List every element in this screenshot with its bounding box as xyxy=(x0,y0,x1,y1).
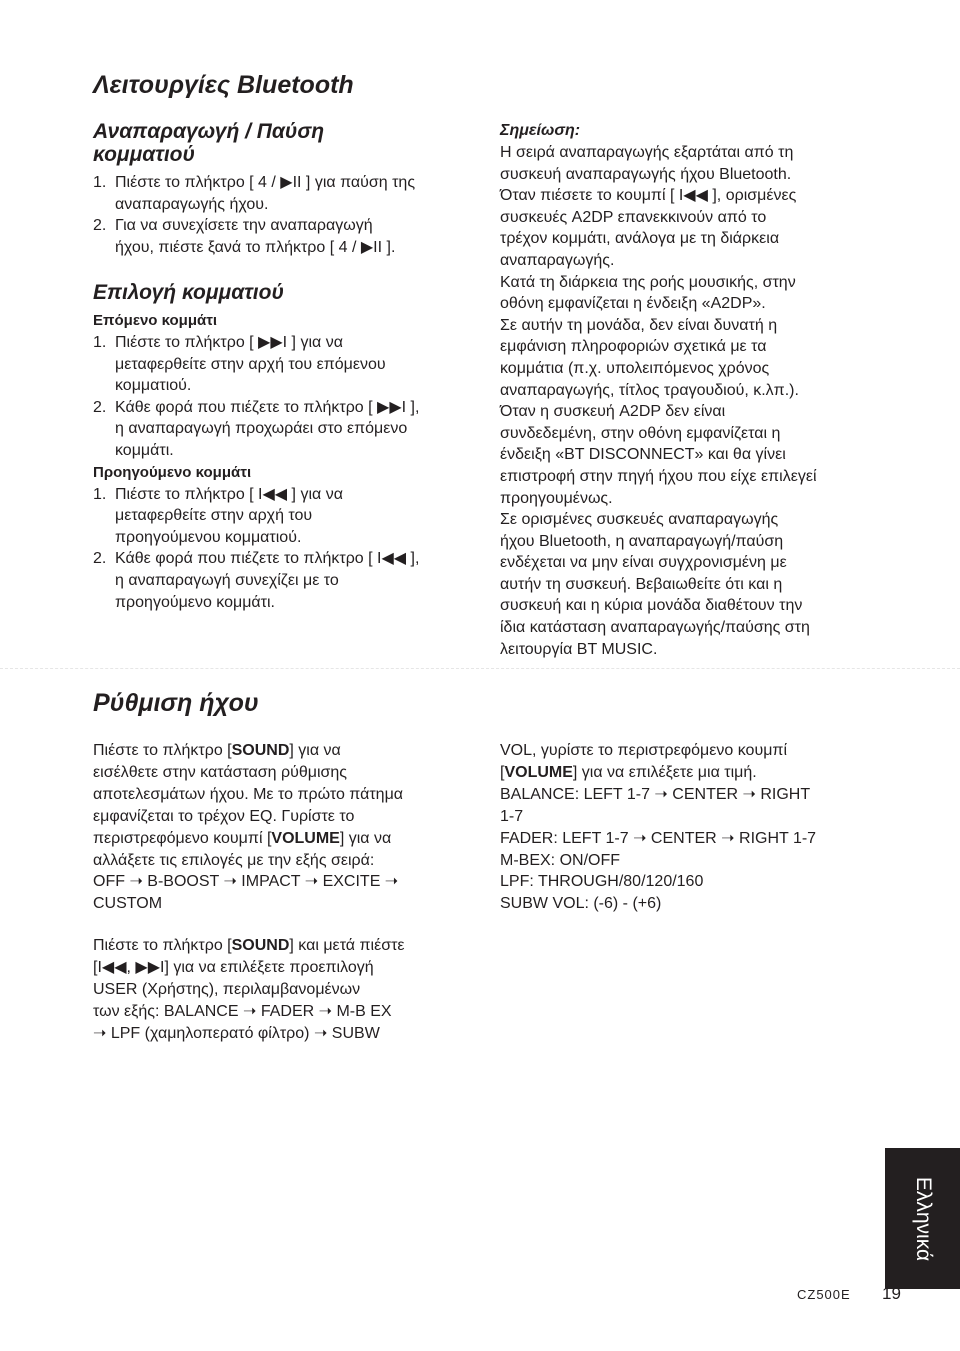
sound-line: VOL, γυρίστε το περιστρεφόμενο κουμπί xyxy=(500,742,788,759)
step-text: η αναπαραγωγή συνεχίζει με το xyxy=(115,571,339,589)
list-item xyxy=(93,397,473,462)
text-part: ] και μετά πιέστε xyxy=(289,937,405,954)
note-line: αναπαραγωγής, τίτλος τραγουδιού, κ.λπ.). xyxy=(500,381,799,399)
step-text: κομματιού. xyxy=(115,377,192,395)
note-line: ήχου Bluetooth, η αναπαραγωγή/παύση xyxy=(500,532,784,550)
text-part: Πιέστε το πλήκτρο [ xyxy=(93,742,232,759)
note-line: Όταν η συσκευή A2DP δεν είναι xyxy=(500,403,726,421)
sound-line: M-BEX: ON/OFF xyxy=(500,851,620,869)
step-text: κομμάτι. xyxy=(115,441,174,459)
prev-track-steps xyxy=(93,484,473,614)
track-select-section xyxy=(93,281,473,613)
sound-line: USER (Χρήστης), περιλαμβανομένων xyxy=(93,980,361,998)
list-item xyxy=(93,548,473,613)
note-section xyxy=(500,120,900,660)
play-pause-title-line2: κομματιού xyxy=(93,143,195,166)
step-number: 1. xyxy=(93,174,107,191)
note-line: τρέχον κομμάτι, ανάλογα με τη διάρκεια xyxy=(500,230,780,248)
volume-key-label: VOLUME xyxy=(271,829,340,847)
note-line: εμφάνιση πληροφοριών σχετικά με τα xyxy=(500,338,767,356)
note-line: Κατά τη διάρκεια της ροής μουσικής, στην xyxy=(500,273,796,291)
note-line: λειτουργία BT MUSIC. xyxy=(500,640,658,658)
sound-key-label: SOUND xyxy=(231,937,290,954)
step-text: προηγούμενο κομμάτι. xyxy=(115,593,275,611)
note-line: προηγουμένως. xyxy=(500,489,613,507)
language-tab xyxy=(885,1148,960,1289)
step-text: προηγούμενου κομματιού. xyxy=(115,528,302,546)
sound-line: LPF: THROUGH/80/120/160 xyxy=(500,873,704,891)
note-line: Σε ορισμένες συσκευές αναπαραγωγής xyxy=(500,511,779,529)
note-line: ενδέχεται να μην είναι συγχρονισμένη με xyxy=(500,554,787,572)
note-line: αυτήν τη συσκευή. Βεβαιωθείτε ότι και η xyxy=(500,575,783,593)
sound-line xyxy=(93,935,483,957)
step-number: 1. xyxy=(93,485,107,503)
note-body xyxy=(500,142,900,660)
sound-title: Ρύθμιση ήχου xyxy=(93,689,259,717)
step-text: Κάθε φορά που πιέζετε το πλήκτρο [ I◀◀ ], xyxy=(115,550,420,568)
step-text: Κάθε φορά που πιέζετε το πλήκτρο [ ▶▶I ], xyxy=(115,398,420,416)
text-part: [ xyxy=(500,763,505,781)
sound-line: αλλάξετε τις επιλογές με την εξής σειρά: xyxy=(93,851,375,869)
note-line: συσκευές A2DP επανεκκινούν από το xyxy=(500,208,767,226)
list-item xyxy=(93,172,473,215)
sound-line xyxy=(93,828,473,850)
step-number: 2. xyxy=(93,217,107,235)
page-title: Λειτουργίες Bluetooth xyxy=(93,71,354,99)
note-line: κομμάτια (π.χ. υπολειπόμενος χρόνος xyxy=(500,359,770,377)
step-number: 2. xyxy=(93,550,107,568)
text-part: Πιέστε το πλήκτρο [ xyxy=(93,937,232,954)
list-item xyxy=(93,215,473,258)
play-pause-steps xyxy=(93,172,473,258)
sound-line: των εξής: BALANCE ➝ FADER ➝ M-B EX xyxy=(93,1002,392,1020)
step-text: μεταφερθείτε στην αρχή του xyxy=(115,507,313,525)
language-tab-label: Ελληνικά xyxy=(911,1176,935,1261)
step-text: ήχου, πιέστε ξανά το πλήκτρο [ 4 / ▶II ]. xyxy=(115,238,396,256)
play-pause-title-line1: Αναπαραγωγή / Παύση xyxy=(93,120,325,143)
note-line: ένδειξη «BT DISCONNECT» και θα γίνει xyxy=(500,446,786,464)
footer-model: CZ500E xyxy=(797,1287,851,1302)
sound-line: εισέλθετε στην κατάσταση ρύθμισης xyxy=(93,763,348,781)
sound-key-label: SOUND xyxy=(231,742,290,759)
next-track-steps xyxy=(93,332,473,462)
sound-line xyxy=(500,762,900,784)
note-line: ίδια κατάσταση αναπαραγωγής/παύσης στη xyxy=(500,619,810,637)
note-line: συσκευή και η κύρια μονάδα διαθέτουν την xyxy=(500,597,803,615)
note-line: Όταν πιέσετε το κουμπί [ I◀◀ ], ορισμένες xyxy=(500,187,797,205)
next-track-subtitle: Επόμενο κομμάτι xyxy=(93,312,218,329)
step-text: μεταφερθείτε στην αρχή του επόμενου xyxy=(115,355,386,373)
step-number: 1. xyxy=(93,334,107,351)
step-text: Πιέστε το πλήκτρο [ 4 / ▶II ] για παύση της xyxy=(115,174,416,191)
note-line: επιστροφή στην πηγή ήχου που είχε επιλεγεί xyxy=(500,467,817,485)
sound-line: 1-7 xyxy=(500,807,524,825)
note-line: αναπαραγωγής. xyxy=(500,251,615,269)
note-title: Σημείωση: xyxy=(500,122,581,139)
track-select-title: Επιλογή κομματιού xyxy=(93,281,284,304)
sound-line: BALANCE: LEFT 1-7 ➝ CENTER ➝ RIGHT xyxy=(500,785,811,803)
text-part: ] για να xyxy=(339,829,392,847)
list-item xyxy=(93,484,473,549)
sound-line: FADER: LEFT 1-7 ➝ CENTER ➝ RIGHT 1-7 xyxy=(500,829,817,847)
sound-line: εμφανίζεται το τρέχον EQ. Γυρίστε το xyxy=(93,807,355,825)
note-line: Σε αυτήν τη μονάδα, δεν είναι δυνατή η xyxy=(500,316,778,334)
text-part: ] για να xyxy=(289,742,341,759)
step-text: Για να συνεχίσετε την αναπαραγωγή xyxy=(115,217,373,235)
play-pause-section xyxy=(93,120,473,258)
sound-line: ➝ LPF (χαμηλοπερατό φίλτρο) ➝ SUBW xyxy=(93,1024,380,1042)
note-line: οθόνη εμφανίζεται η ένδειξη «A2DP». xyxy=(500,295,766,313)
text-part: περιστρεφόμενο κουμπί [ xyxy=(93,829,272,847)
play-pause-title xyxy=(93,120,473,166)
text-part: ] για να επιλέξετε μια τιμή. xyxy=(572,763,757,781)
note-line: συσκευή αναπαραγωγής ήχου Bluetooth. xyxy=(500,165,792,183)
step-number: 2. xyxy=(93,398,107,416)
prev-track-subtitle: Προηγούμενο κομμάτι xyxy=(93,463,252,481)
sound-line: αποτελεσμάτων ήχου. Με το πρώτο πάτημα xyxy=(93,785,404,803)
sound-line xyxy=(93,740,473,762)
step-text: Πιέστε το πλήκτρο [ ▶▶I ] για να xyxy=(115,334,343,351)
sound-line: CUSTOM xyxy=(93,895,163,913)
sound-paragraph-1 xyxy=(93,740,473,915)
page-number: 19 xyxy=(882,1284,901,1303)
list-item xyxy=(93,332,473,397)
sound-line: [I◀◀, ▶▶I] για να επιλέξετε προεπιλογή xyxy=(93,958,374,976)
step-text: Πιέστε το πλήκτρο [ I◀◀ ] για να xyxy=(115,485,343,503)
section-divider xyxy=(0,668,960,669)
sound-settings-list xyxy=(500,740,900,915)
volume-key-label: VOLUME xyxy=(504,763,573,781)
sound-line: OFF ➝ B-BOOST ➝ IMPACT ➝ EXCITE ➝ xyxy=(93,873,399,891)
step-text: η αναπαραγωγή προχωράει στο επόμενο xyxy=(115,420,408,438)
sound-paragraph-2 xyxy=(93,935,483,1045)
step-text: αναπαραγωγής ήχου. xyxy=(115,195,269,213)
sound-line: SUBW VOL: (-6) - (+6) xyxy=(500,895,662,913)
note-line: Η σειρά αναπαραγωγής εξαρτάται από τη xyxy=(500,144,794,161)
note-line: συνδεδεμένη, στην οθόνη εμφανίζεται η xyxy=(500,424,781,442)
